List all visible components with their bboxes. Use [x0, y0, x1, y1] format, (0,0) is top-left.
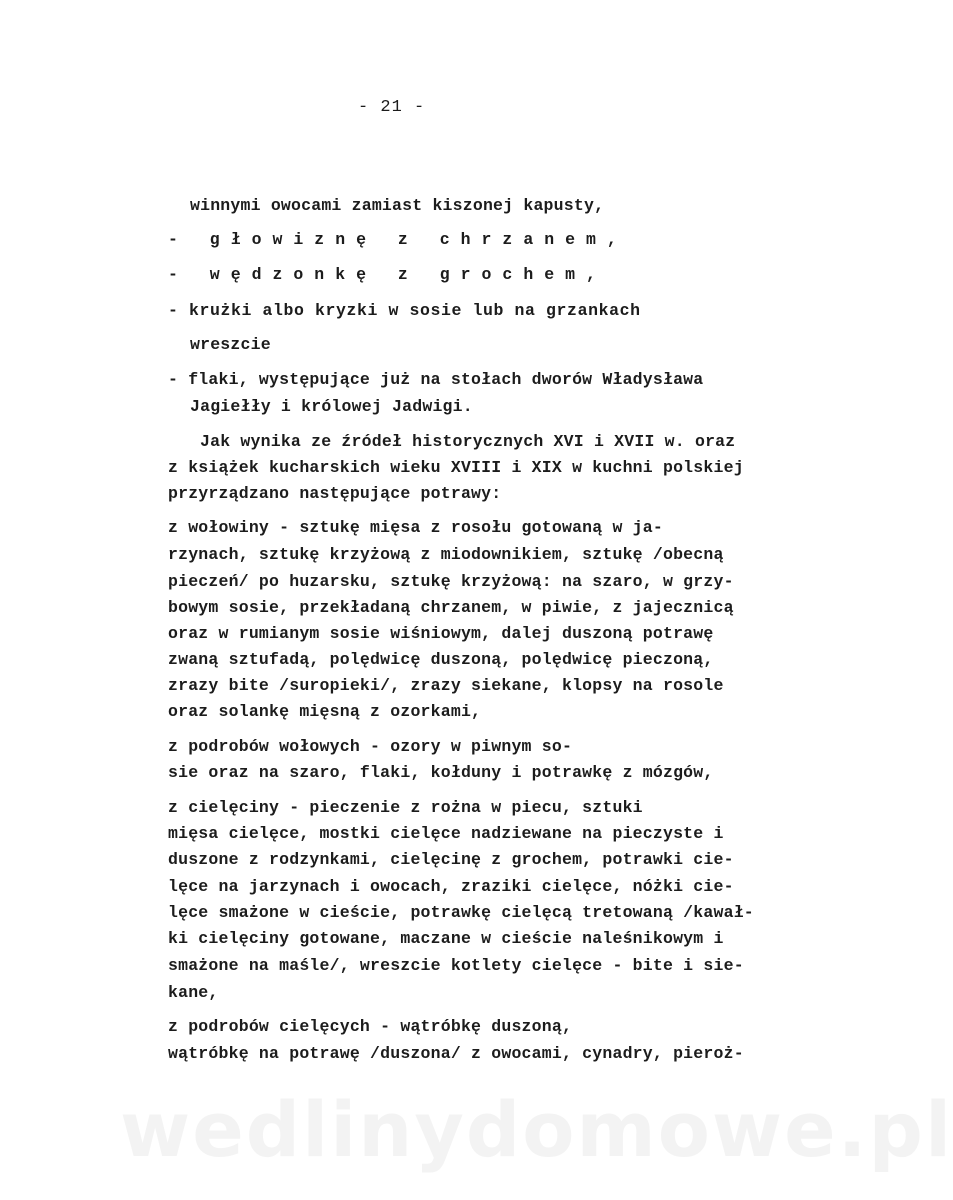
text-line: z podrobów wołowych - ozory w piwnym so-: [168, 737, 573, 756]
text-line: bowym sosie, przekładaną chrzanem, w piwie, z jajecznicą: [168, 598, 734, 617]
text-line: rzynach, sztukę krzyżową z miodownikiem, sztukę /obecną: [168, 545, 724, 564]
text-line: duszone z rodzynkami, cielęcinę z grochem, potrawki cie-: [168, 850, 734, 869]
text-line: ki cielęciny gotowane, maczane w cieście naleśnikowym i: [168, 929, 724, 948]
text-line: kane,: [168, 983, 219, 1002]
text-line: z książek kucharskich wieku XVIII i XIX w kuchni polskiej: [168, 458, 744, 477]
text-line: wreszcie: [190, 335, 271, 354]
text-line: mięsa cielęce, mostki cielęce nadziewane na pieczyste i: [168, 824, 724, 843]
page-number: - 21 -: [358, 98, 426, 117]
text-line: lęce na jarzynach i owocach, zraziki cielęce, nóżki cie-: [168, 877, 734, 896]
text-line: winnymi owocami zamiast kiszonej kapusty,: [190, 196, 605, 215]
text-line: Jak wynika ze źródeł historycznych XVI i XVII w. oraz: [200, 432, 736, 451]
watermark: wedlinydomowe.pl: [120, 1085, 953, 1174]
text-line: pieczeń/ po huzarsku, sztukę krzyżową: na szaro, w grzy-: [168, 572, 734, 591]
text-line: zrazy bite /suropieki/, zrazy siekane, klopsy na rosole: [168, 676, 724, 695]
text-line: - flaki, występujące już na stołach dworów Władysława: [168, 370, 704, 389]
text-line: - wędzonkę z grochem,: [168, 265, 607, 284]
text-line: smażone na maśle/, wreszcie kotlety cielęce - bite i sie-: [168, 956, 744, 975]
text-line: przyrządzano następujące potrawy:: [168, 484, 502, 503]
text-line: zwaną sztufadą, polędwicę duszoną, polędwicę pieczoną,: [168, 650, 714, 669]
text-line: z cielęciny - pieczenie z rożna w piecu, sztuki: [168, 798, 643, 817]
text-line: sie oraz na szaro, flaki, kołduny i potrawkę z mózgów,: [168, 763, 714, 782]
text-line: oraz w rumianym sosie wiśniowym, dalej duszoną potrawę: [168, 624, 714, 643]
text-line: z podrobów cielęcych - wątróbkę duszoną,: [168, 1017, 573, 1036]
text-line: Jagiełły i królowej Jadwigi.: [190, 397, 473, 416]
text-line: - krużki albo kryzki w sosie lub na grzankach: [168, 301, 641, 320]
text-line: oraz solankę mięsną z ozorkami,: [168, 702, 482, 721]
text-line: lęce smażone w cieście, potrawkę cielęcą tretowaną /kawał-: [168, 903, 754, 922]
text-line: wątróbkę na potrawę /duszona/ z owocami, cynadry, pieroż-: [168, 1044, 744, 1063]
text-line: - głowiznę z chrzanem,: [168, 230, 628, 249]
text-line: z wołowiny - sztukę mięsa z rosołu gotowaną w ja-: [168, 518, 663, 537]
